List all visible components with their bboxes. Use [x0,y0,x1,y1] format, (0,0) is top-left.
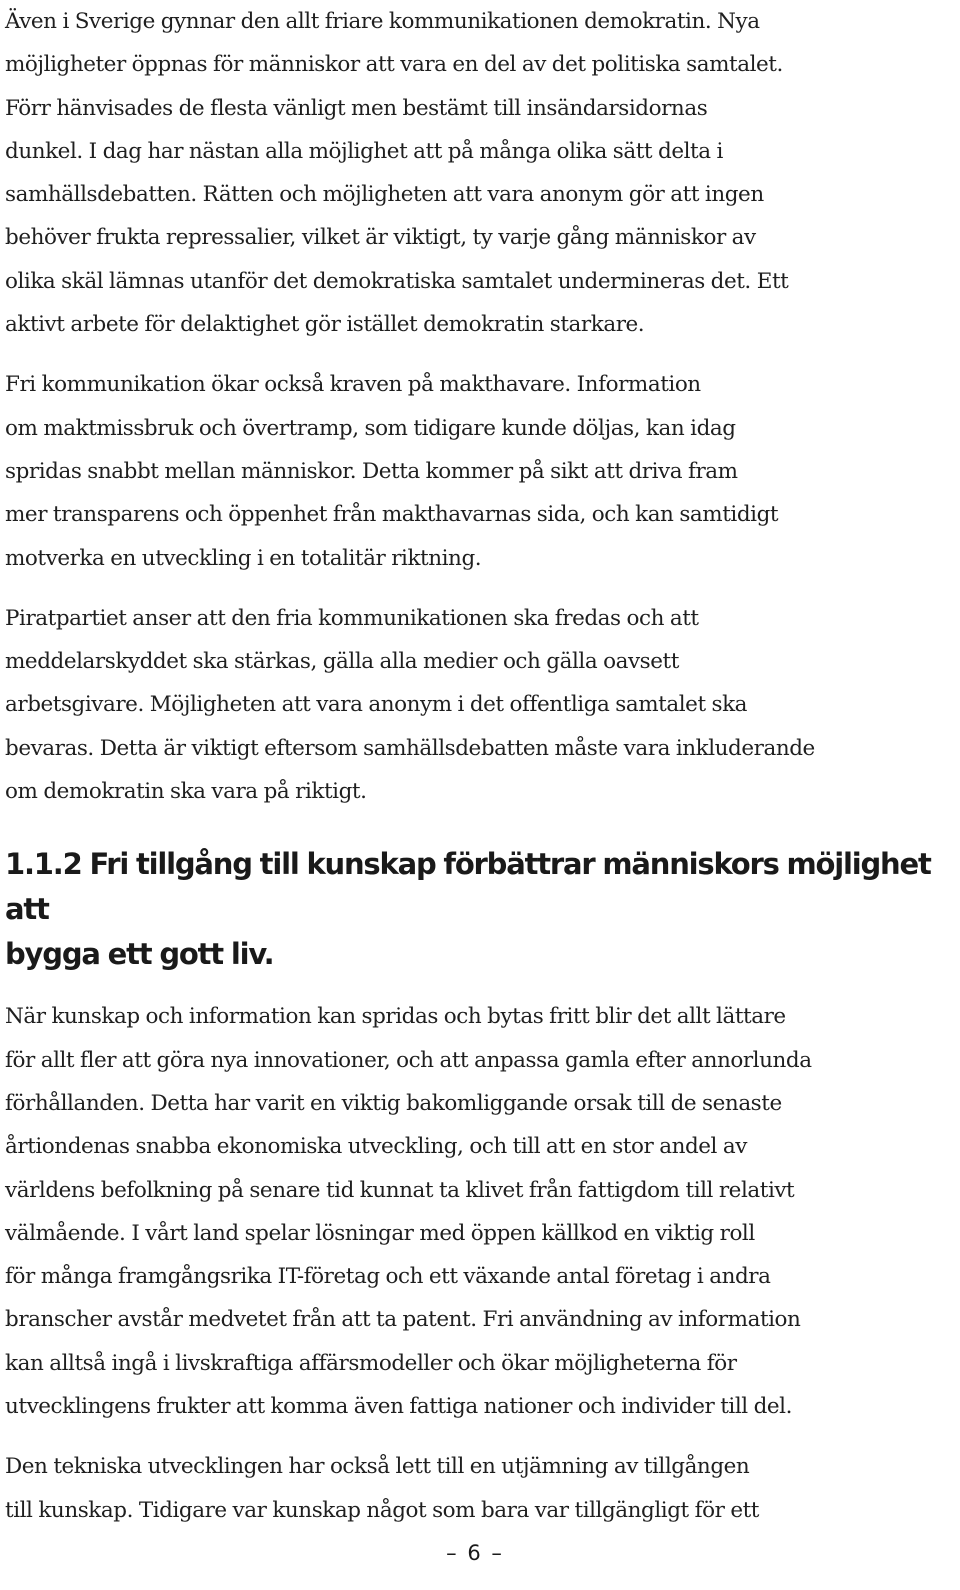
page-number: – 6 – [446,1541,504,1565]
paragraph-technical-development: Den tekniska utvecklingen har också lett till en utjämning av tillgången till kunskap. Tidigare var kunskap något som bara var tillgängligt för ett [5,1454,759,1523]
paragraph-power-holders: Fri kommunikation ökar också kraven på makthavare. Information om maktmissbruk och övertramp, som tidigare kunde döljas, kan idag spridas snabbt mellan människor. Detta kommer på sikt att driva fram mer transparens och öppenhet från makthavarnas sida, och kan samtidigt motverka en utveckling i en totalitär riktning. [5,372,779,571]
section-heading: 1.1.2 Fri tillgång till kunskap förbättrar människors möjlighet att bygga ett gott liv. [5,847,931,972]
paragraph-knowledge-innovation: När kunskap och information kan spridas och bytas fritt blir det allt lättare för allt fler att göra nya innovationer, och att anpassa gamla efter annorlunda förhållanden. Detta har varit en viktig bakomliggande orsak till de senaste årtiondenas snabba ekonomiska utveckling, och till att en stor andel av världens befolkning på senare tid kunnat ta klivet från fattigdom till relativt välmående. I vårt land spelar lösningar med öppen källkod en viktig roll för många framgångsrika IT-företag och ett växande antal företag i andra branscher avstår medvetet från att ta patent. Fri användning av information kan alltså ingå i livskraftiga affärsmodeller och ökar möjligheterna för utvecklingens frukter att komma även fattiga nationer och individer till del. [5,1004,812,1420]
paragraph-piratpartiet-position: Piratpartiet anser att den fria kommunikationen ska fredas och att meddelarskyddet ska stärkas, gälla alla medier och gälla oavsett arbetsgivare. Möjligheten att vara anonym i det offentliga samtalet ska bevaras. Detta är viktigt eftersom samhällsdebatten måste vara inkluderande om demokratin ska vara på riktigt. [5,605,815,805]
paragraph-democracy: Även i Sverige gynnar den allt friare kommunikationen demokratin. Nya möjligheter öppnas för människor att vara en del av det politiska samtalet. Förr hänvisades de flesta vänligt men bestämt till insändarsidornas dunkel. I dag har nästan alla möjlighet att på många olika sätt delta i samhällsdebatten. Rätten och möjligheten att vara anonym gör att ingen behöver frukta repressalier, vilket är viktigt, ty varje gång människor av olika skäl lämnas utanför det demokratiska samtalet undermineras det. Ett aktivt arbete för delaktighet gör istället demokratin starkare. [5,9,789,338]
document-page [5,0,950,1532]
